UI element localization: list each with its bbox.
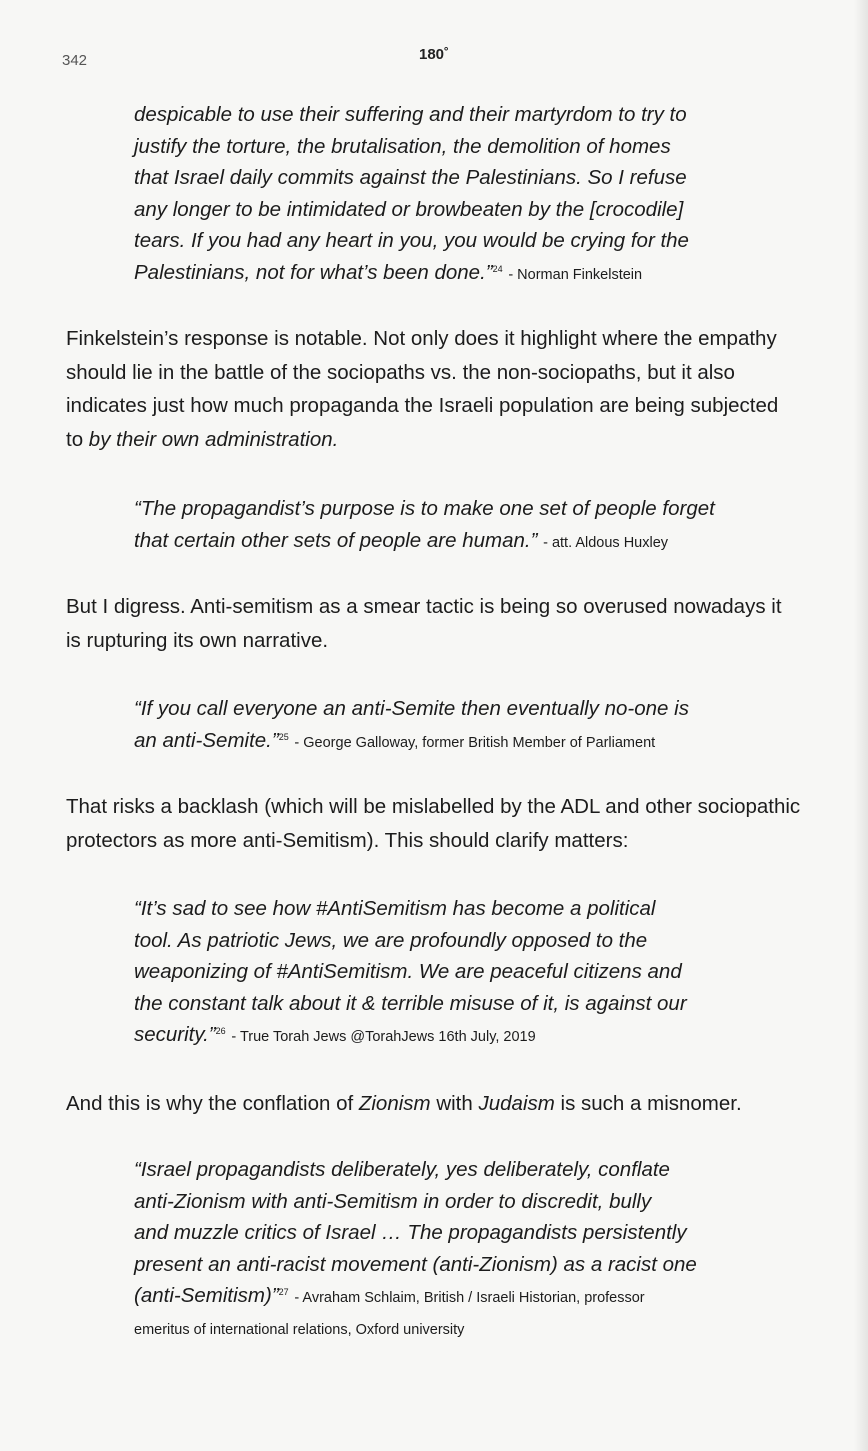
quote-line: any longer to be intimidated or browbeaten by the [crocodile] [134,197,684,221]
paragraph-line: is rupturing its own narrative. [66,628,329,652]
running-head: 180˚ [418,46,450,63]
body-paragraph [66,1087,816,1121]
quote-line: weaponizing of #AntiSemitism. We are peaceful citizens and [134,960,682,983]
block-quote-huxley [134,493,794,559]
paragraph-line: That risks a backlash (which will be mislabelled by the ADL and other sociopathic [66,795,801,818]
emphasis-text: Zionism [358,1092,431,1115]
quote-line: tears. If you had any heart in you, you would be crying for the [134,229,689,252]
quote-line: “If you call everyone an anti-Semite then eventually no-one is [134,697,689,720]
body-paragraph [66,790,816,857]
quote-last-line [134,1280,794,1315]
quote-line: that Israel daily commits against the Palestinians. So I refuse [134,166,687,189]
footnote-ref: 26 [215,1026,226,1036]
paragraph-line: But I digress. Anti-semitism as a smear tactic is being so overused nowadays it [66,595,782,618]
quote-attribution: - Avraham Schlaim, British / Israeli Historian, professor [294,1290,645,1306]
quote-last-line [134,1019,794,1054]
quote-line: “The propagandist’s purpose is to make one set of people forget [134,497,715,520]
paragraph-line: should lie in the battle of the sociopaths vs. the non-sociopaths, but it also [66,360,735,384]
block-quote-torahjews [134,893,794,1054]
quote-text: (anti-Semitism)” [134,1284,279,1307]
quote-line: despicable to use their suffering and their martyrdom to try to [134,103,687,126]
block-quote-finkelstein [134,99,794,291]
paragraph-line: indicates just how much propaganda the Israeli population are being subjected [66,394,779,417]
quote-line: “It’s sad to see how #AntiSemitism has become a political [134,897,656,920]
block-quote-galloway [134,693,794,759]
quote-line: tool. As patriotic Jews, we are profoundly opposed to the [134,928,648,952]
paragraph-text: with [430,1092,479,1115]
quote-line: and muzzle critics of Israel … The propagandists persistently [134,1221,687,1244]
quote-line: justify the torture, the brutalisation, the demolition of homes [134,134,671,158]
emphasis-text: Judaism [478,1092,555,1115]
quote-attribution-continued: emeritus of international relations, Oxford university [134,1321,465,1338]
paragraph-line: protectors as more anti-Semitism). This should clarify matters: [66,828,629,852]
quote-last-line [134,257,794,292]
quote-attribution: - Norman Finkelstein [508,266,643,283]
emphasis-text: by their own administration. [88,427,339,451]
footnote-ref: 25 [278,731,289,742]
body-paragraph [66,590,816,657]
quote-attribution: - True Torah Jews @TorahJews 16th July, 2019 [231,1029,536,1045]
quote-line: anti-Zionism with anti-Semitism in order to discredit, bully [134,1189,652,1213]
page-number: 342 [62,52,88,69]
quote-attribution: - George Galloway, former British Member of Parliament [294,734,656,751]
quote-text: security.” [134,1023,216,1046]
paragraph-line [66,423,816,457]
quote-text: Palestinians, not for what’s been done.” [134,260,493,284]
quote-line: “Israel propagandists deliberately, yes deliberately, conflate [134,1158,670,1181]
footnote-ref: 24 [492,263,503,274]
paragraph-text: is such a misnomer. [554,1092,742,1115]
block-quote-schlaim [134,1154,794,1346]
quote-last-line [134,725,794,760]
quote-line: present an anti-racist movement (anti-Zionism) as a racist one [134,1252,697,1276]
body-paragraph [66,322,816,456]
quote-last-line [134,525,794,560]
page-edge-shadow [854,0,868,1451]
quote-text: an anti-Semite.” [134,728,279,752]
paragraph-line [66,1087,816,1121]
quote-line: the constant talk about it & terrible misuse of it, is against our [134,991,687,1015]
paragraph-text: to [66,427,89,451]
paragraph-text: And this is why the conflation of [66,1092,359,1115]
footnote-ref: 27 [278,1287,289,1297]
quote-attribution: - att. Aldous Huxley [543,534,669,551]
paragraph-line: Finkelstein’s response is notable. Not only does it highlight where the empathy [66,327,777,350]
quote-text: that certain other sets of people are human.” [134,528,538,552]
